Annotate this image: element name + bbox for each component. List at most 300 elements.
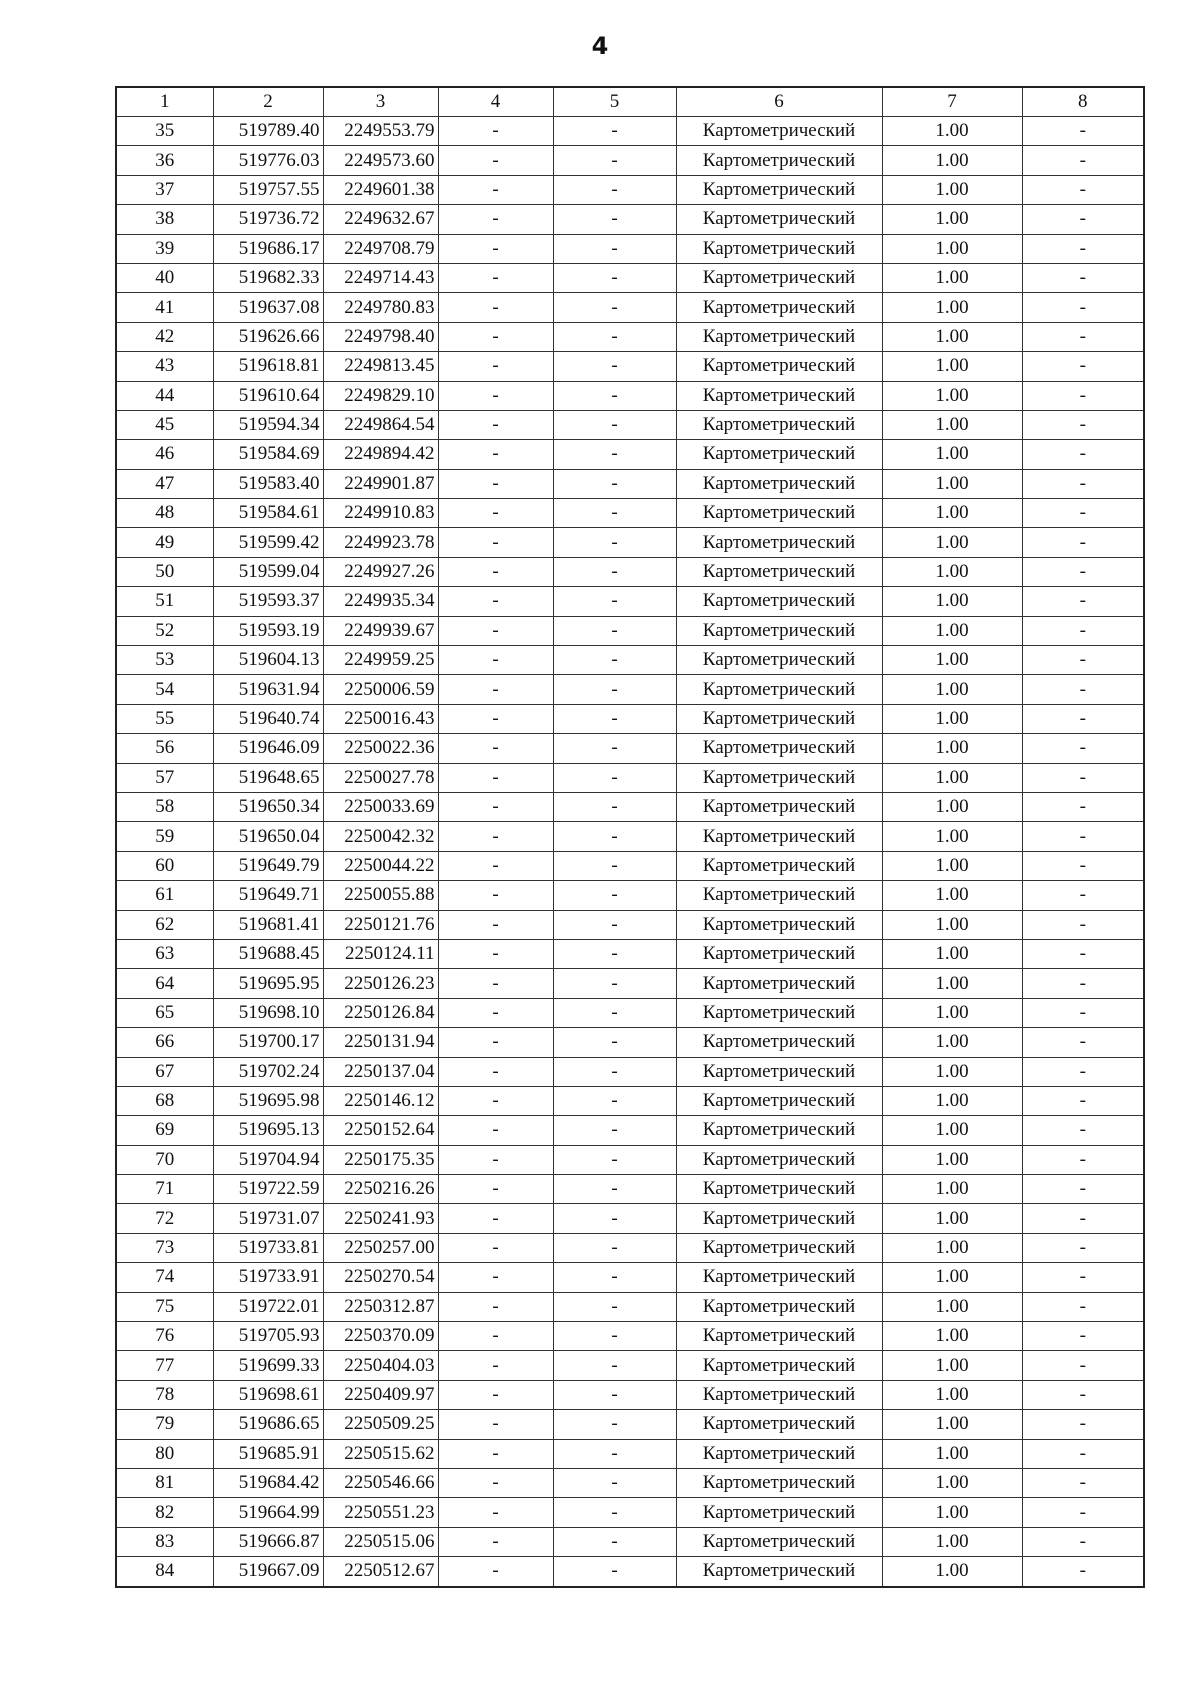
cell-point-number: 68: [116, 1086, 213, 1115]
cell-method: Картометрический: [676, 881, 882, 910]
table-row: [116, 528, 1144, 557]
table-row: [116, 381, 1144, 410]
table-row: [116, 205, 1144, 234]
cell-accuracy: 1.00: [882, 146, 1022, 175]
cell-point-number: 46: [116, 440, 213, 469]
cell-col-5: -: [553, 1263, 676, 1292]
cell-method: Картометрический: [676, 1380, 882, 1409]
table-body: [116, 117, 1144, 1587]
cell-coord-x: 519637.08: [213, 293, 323, 322]
cell-accuracy: 1.00: [882, 263, 1022, 292]
cell-coord-x: 519686.17: [213, 234, 323, 263]
cell-col-5: -: [553, 175, 676, 204]
cell-col-5: -: [553, 1145, 676, 1174]
cell-col-5: -: [553, 410, 676, 439]
table-row: [116, 352, 1144, 381]
cell-col-8: -: [1022, 234, 1144, 263]
cell-col-5: -: [553, 1233, 676, 1262]
cell-col-4: -: [438, 557, 553, 586]
table-row: [116, 322, 1144, 351]
cell-col-8: -: [1022, 1263, 1144, 1292]
cell-point-number: 51: [116, 587, 213, 616]
cell-point-number: 64: [116, 969, 213, 998]
cell-coord-x: 519695.13: [213, 1116, 323, 1145]
cell-accuracy: 1.00: [882, 1057, 1022, 1086]
cell-accuracy: 1.00: [882, 469, 1022, 498]
cell-point-number: 67: [116, 1057, 213, 1086]
cell-col-4: -: [438, 763, 553, 792]
cell-col-5: -: [553, 1439, 676, 1468]
cell-col-5: -: [553, 792, 676, 821]
column-header-7: 7: [882, 87, 1022, 117]
cell-method: Картометрический: [676, 322, 882, 351]
cell-coord-x: 519626.66: [213, 322, 323, 351]
cell-accuracy: 1.00: [882, 881, 1022, 910]
cell-col-8: -: [1022, 175, 1144, 204]
table-row: [116, 146, 1144, 175]
cell-col-5: -: [553, 1028, 676, 1057]
table-row: [116, 1351, 1144, 1380]
cell-accuracy: 1.00: [882, 1086, 1022, 1115]
cell-method: Картометрический: [676, 1527, 882, 1556]
page-number: 4: [591, 32, 609, 60]
cell-point-number: 82: [116, 1498, 213, 1527]
table-row: [116, 1322, 1144, 1351]
cell-method: Картометрический: [676, 704, 882, 733]
cell-col-4: -: [438, 1557, 553, 1587]
cell-point-number: 56: [116, 734, 213, 763]
cell-col-5: -: [553, 1175, 676, 1204]
cell-accuracy: 1.00: [882, 1028, 1022, 1057]
cell-point-number: 50: [116, 557, 213, 586]
cell-accuracy: 1.00: [882, 675, 1022, 704]
cell-point-number: 47: [116, 469, 213, 498]
cell-accuracy: 1.00: [882, 557, 1022, 586]
cell-col-4: -: [438, 1351, 553, 1380]
cell-col-4: -: [438, 1498, 553, 1527]
cell-coord-y: 2250126.23: [323, 969, 438, 998]
cell-col-8: -: [1022, 792, 1144, 821]
cell-accuracy: 1.00: [882, 822, 1022, 851]
cell-col-8: -: [1022, 969, 1144, 998]
cell-col-8: -: [1022, 322, 1144, 351]
cell-coord-x: 519650.34: [213, 792, 323, 821]
cell-accuracy: 1.00: [882, 1175, 1022, 1204]
cell-method: Картометрический: [676, 293, 882, 322]
cell-coord-y: 2250124.11: [323, 939, 438, 968]
cell-col-4: -: [438, 263, 553, 292]
cell-coord-x: 519733.91: [213, 1263, 323, 1292]
cell-coord-y: 2250512.67: [323, 1557, 438, 1587]
cell-coord-y: 2249935.34: [323, 587, 438, 616]
cell-coord-x: 519736.72: [213, 205, 323, 234]
cell-col-5: -: [553, 1468, 676, 1497]
cell-method: Картометрический: [676, 587, 882, 616]
cell-col-5: -: [553, 969, 676, 998]
cell-coord-y: 2249901.87: [323, 469, 438, 498]
cell-col-5: -: [553, 851, 676, 880]
cell-coord-y: 2250006.59: [323, 675, 438, 704]
cell-method: Картометрический: [676, 1292, 882, 1321]
cell-col-4: -: [438, 998, 553, 1027]
cell-accuracy: 1.00: [882, 1292, 1022, 1321]
cell-accuracy: 1.00: [882, 792, 1022, 821]
table-row: [116, 1086, 1144, 1115]
cell-method: Картометрический: [676, 469, 882, 498]
cell-col-4: -: [438, 822, 553, 851]
cell-col-8: -: [1022, 1116, 1144, 1145]
cell-method: Картометрический: [676, 646, 882, 675]
cell-col-5: -: [553, 881, 676, 910]
cell-coord-x: 519789.40: [213, 117, 323, 146]
cell-coord-x: 519640.74: [213, 704, 323, 733]
cell-col-8: -: [1022, 822, 1144, 851]
cell-coord-y: 2250551.23: [323, 1498, 438, 1527]
cell-coord-x: 519686.65: [213, 1410, 323, 1439]
table-row: [116, 1498, 1144, 1527]
cell-col-4: -: [438, 469, 553, 498]
cell-col-5: -: [553, 381, 676, 410]
cell-coord-x: 519666.87: [213, 1527, 323, 1556]
cell-method: Картометрический: [676, 117, 882, 146]
cell-point-number: 57: [116, 763, 213, 792]
cell-col-8: -: [1022, 587, 1144, 616]
table-row: [116, 1204, 1144, 1233]
table-row: [116, 410, 1144, 439]
cell-col-4: -: [438, 381, 553, 410]
cell-accuracy: 1.00: [882, 969, 1022, 998]
cell-col-8: -: [1022, 263, 1144, 292]
cell-method: Картометрический: [676, 352, 882, 381]
cell-coord-x: 519702.24: [213, 1057, 323, 1086]
cell-accuracy: 1.00: [882, 205, 1022, 234]
cell-col-4: -: [438, 410, 553, 439]
cell-col-4: -: [438, 734, 553, 763]
cell-col-5: -: [553, 117, 676, 146]
table-row: [116, 1380, 1144, 1409]
cell-method: Картометрический: [676, 381, 882, 410]
cell-method: Картометрический: [676, 734, 882, 763]
cell-col-8: -: [1022, 675, 1144, 704]
cell-method: Картометрический: [676, 851, 882, 880]
cell-col-8: -: [1022, 1322, 1144, 1351]
cell-accuracy: 1.00: [882, 939, 1022, 968]
cell-col-4: -: [438, 1233, 553, 1262]
cell-col-4: -: [438, 1175, 553, 1204]
cell-col-4: -: [438, 175, 553, 204]
cell-point-number: 36: [116, 146, 213, 175]
cell-col-4: -: [438, 704, 553, 733]
cell-point-number: 80: [116, 1439, 213, 1468]
cell-col-5: -: [553, 734, 676, 763]
cell-col-5: -: [553, 704, 676, 733]
cell-col-8: -: [1022, 469, 1144, 498]
cell-accuracy: 1.00: [882, 1380, 1022, 1409]
cell-col-4: -: [438, 646, 553, 675]
cell-col-5: -: [553, 1351, 676, 1380]
cell-coord-x: 519684.42: [213, 1468, 323, 1497]
table-row: [116, 1145, 1144, 1174]
cell-coord-y: 2250270.54: [323, 1263, 438, 1292]
cell-coord-x: 519757.55: [213, 175, 323, 204]
cell-col-5: -: [553, 1527, 676, 1556]
cell-coord-x: 519646.09: [213, 734, 323, 763]
table-row: [116, 499, 1144, 528]
cell-coord-x: 519584.61: [213, 499, 323, 528]
cell-method: Картометрический: [676, 675, 882, 704]
cell-col-8: -: [1022, 1410, 1144, 1439]
table-row: [116, 998, 1144, 1027]
cell-coord-y: 2250509.25: [323, 1410, 438, 1439]
cell-coord-x: 519599.04: [213, 557, 323, 586]
table-row: [116, 1028, 1144, 1057]
cell-col-5: -: [553, 557, 676, 586]
cell-col-8: -: [1022, 1057, 1144, 1086]
table-row: [116, 851, 1144, 880]
cell-col-5: -: [553, 322, 676, 351]
cell-point-number: 38: [116, 205, 213, 234]
cell-coord-y: 2249910.83: [323, 499, 438, 528]
table-row: [116, 293, 1144, 322]
cell-col-5: -: [553, 616, 676, 645]
table-row: [116, 587, 1144, 616]
table-row: [116, 1175, 1144, 1204]
column-header-5: 5: [553, 87, 676, 117]
cell-accuracy: 1.00: [882, 1410, 1022, 1439]
table-row: [116, 1557, 1144, 1587]
cell-coord-y: 2249601.38: [323, 175, 438, 204]
cell-point-number: 74: [116, 1263, 213, 1292]
cell-coord-x: 519650.04: [213, 822, 323, 851]
cell-coord-x: 519593.19: [213, 616, 323, 645]
cell-method: Картометрический: [676, 440, 882, 469]
cell-point-number: 37: [116, 175, 213, 204]
cell-coord-y: 2249829.10: [323, 381, 438, 410]
cell-col-4: -: [438, 1145, 553, 1174]
cell-col-8: -: [1022, 381, 1144, 410]
cell-col-8: -: [1022, 939, 1144, 968]
cell-method: Картометрический: [676, 528, 882, 557]
table-row: [116, 469, 1144, 498]
cell-col-5: -: [553, 1410, 676, 1439]
cell-col-8: -: [1022, 293, 1144, 322]
cell-method: Картометрический: [676, 1557, 882, 1587]
cell-col-8: -: [1022, 410, 1144, 439]
cell-coord-x: 519648.65: [213, 763, 323, 792]
cell-coord-x: 519664.99: [213, 1498, 323, 1527]
cell-coord-y: 2249714.43: [323, 263, 438, 292]
cell-accuracy: 1.00: [882, 1322, 1022, 1351]
cell-point-number: 77: [116, 1351, 213, 1380]
cell-coord-x: 519594.34: [213, 410, 323, 439]
cell-point-number: 43: [116, 352, 213, 381]
cell-accuracy: 1.00: [882, 998, 1022, 1027]
table-row: [116, 557, 1144, 586]
cell-accuracy: 1.00: [882, 1233, 1022, 1262]
cell-point-number: 65: [116, 998, 213, 1027]
cell-point-number: 40: [116, 263, 213, 292]
cell-col-8: -: [1022, 205, 1144, 234]
cell-point-number: 73: [116, 1233, 213, 1262]
cell-coord-x: 519618.81: [213, 352, 323, 381]
cell-coord-y: 2250033.69: [323, 792, 438, 821]
cell-col-4: -: [438, 939, 553, 968]
cell-col-8: -: [1022, 117, 1144, 146]
table-row: [116, 1468, 1144, 1497]
cell-coord-y: 2250515.62: [323, 1439, 438, 1468]
cell-accuracy: 1.00: [882, 410, 1022, 439]
cell-accuracy: 1.00: [882, 763, 1022, 792]
cell-method: Картометрический: [676, 499, 882, 528]
cell-accuracy: 1.00: [882, 734, 1022, 763]
table-row: [116, 1057, 1144, 1086]
cell-accuracy: 1.00: [882, 1145, 1022, 1174]
cell-point-number: 39: [116, 234, 213, 263]
cell-coord-x: 519704.94: [213, 1145, 323, 1174]
cell-col-4: -: [438, 1028, 553, 1057]
cell-accuracy: 1.00: [882, 1557, 1022, 1587]
cell-col-8: -: [1022, 146, 1144, 175]
cell-coord-x: 519776.03: [213, 146, 323, 175]
table-row: [116, 1410, 1144, 1439]
cell-col-5: -: [553, 293, 676, 322]
cell-point-number: 78: [116, 1380, 213, 1409]
cell-coord-y: 2250131.94: [323, 1028, 438, 1057]
cell-coord-y: 2249959.25: [323, 646, 438, 675]
cell-method: Картометрический: [676, 1498, 882, 1527]
table-row: [116, 734, 1144, 763]
cell-point-number: 41: [116, 293, 213, 322]
cell-coord-x: 519649.71: [213, 881, 323, 910]
cell-method: Картометрический: [676, 1057, 882, 1086]
table-row: [116, 822, 1144, 851]
cell-accuracy: 1.00: [882, 1498, 1022, 1527]
cell-col-4: -: [438, 1292, 553, 1321]
cell-accuracy: 1.00: [882, 1263, 1022, 1292]
cell-coord-y: 2250409.97: [323, 1380, 438, 1409]
cell-col-4: -: [438, 792, 553, 821]
cell-col-4: -: [438, 1322, 553, 1351]
cell-coord-y: 2250137.04: [323, 1057, 438, 1086]
cell-method: Картометрический: [676, 1028, 882, 1057]
cell-accuracy: 1.00: [882, 646, 1022, 675]
cell-method: Картометрический: [676, 1233, 882, 1262]
cell-col-5: -: [553, 1057, 676, 1086]
cell-col-4: -: [438, 1116, 553, 1145]
cell-col-4: -: [438, 1263, 553, 1292]
cell-method: Картометрический: [676, 822, 882, 851]
table-row: [116, 1233, 1144, 1262]
cell-point-number: 63: [116, 939, 213, 968]
cell-col-8: -: [1022, 1468, 1144, 1497]
cell-coord-y: 2250216.26: [323, 1175, 438, 1204]
cell-col-4: -: [438, 616, 553, 645]
cell-col-8: -: [1022, 881, 1144, 910]
cell-col-4: -: [438, 234, 553, 263]
cell-method: Картометрический: [676, 1145, 882, 1174]
table-row: [116, 440, 1144, 469]
cell-col-5: -: [553, 939, 676, 968]
table-row: [116, 763, 1144, 792]
cell-accuracy: 1.00: [882, 910, 1022, 939]
cell-coord-y: 2250022.36: [323, 734, 438, 763]
cell-col-5: -: [553, 146, 676, 175]
cell-method: Картометрический: [676, 763, 882, 792]
table-row: [116, 1439, 1144, 1468]
cell-col-8: -: [1022, 352, 1144, 381]
cell-accuracy: 1.00: [882, 234, 1022, 263]
cell-col-4: -: [438, 675, 553, 704]
cell-point-number: 62: [116, 910, 213, 939]
cell-col-8: -: [1022, 1380, 1144, 1409]
table-row: [116, 792, 1144, 821]
cell-point-number: 35: [116, 117, 213, 146]
cell-method: Картометрический: [676, 910, 882, 939]
cell-col-5: -: [553, 352, 676, 381]
cell-point-number: 58: [116, 792, 213, 821]
cell-coord-y: 2250126.84: [323, 998, 438, 1027]
cell-accuracy: 1.00: [882, 587, 1022, 616]
cell-coord-x: 519695.98: [213, 1086, 323, 1115]
cell-col-4: -: [438, 881, 553, 910]
cell-col-8: -: [1022, 528, 1144, 557]
cell-coord-x: 519649.79: [213, 851, 323, 880]
cell-accuracy: 1.00: [882, 1468, 1022, 1497]
column-header-8: 8: [1022, 87, 1144, 117]
cell-col-8: -: [1022, 734, 1144, 763]
cell-method: Картометрический: [676, 557, 882, 586]
cell-col-8: -: [1022, 499, 1144, 528]
cell-point-number: 45: [116, 410, 213, 439]
cell-point-number: 81: [116, 1468, 213, 1497]
cell-col-8: -: [1022, 763, 1144, 792]
cell-col-8: -: [1022, 1292, 1144, 1321]
cell-point-number: 76: [116, 1322, 213, 1351]
cell-col-8: -: [1022, 440, 1144, 469]
cell-coord-y: 2250257.00: [323, 1233, 438, 1262]
cell-coord-x: 519584.69: [213, 440, 323, 469]
cell-col-4: -: [438, 293, 553, 322]
cell-col-4: -: [438, 1086, 553, 1115]
cell-coord-y: 2250121.76: [323, 910, 438, 939]
cell-col-8: -: [1022, 616, 1144, 645]
cell-col-5: -: [553, 675, 676, 704]
cell-col-4: -: [438, 146, 553, 175]
cell-coord-x: 519705.93: [213, 1322, 323, 1351]
table-row: [116, 1292, 1144, 1321]
cell-col-4: -: [438, 440, 553, 469]
table-row: [116, 117, 1144, 146]
cell-method: Картометрический: [676, 998, 882, 1027]
cell-col-5: -: [553, 1116, 676, 1145]
cell-col-8: -: [1022, 1351, 1144, 1380]
cell-col-5: -: [553, 998, 676, 1027]
cell-coord-x: 519698.10: [213, 998, 323, 1027]
cell-method: Картометрический: [676, 1468, 882, 1497]
coordinates-table: [115, 86, 1145, 1588]
cell-coord-x: 519599.42: [213, 528, 323, 557]
cell-coord-y: 2249864.54: [323, 410, 438, 439]
cell-col-4: -: [438, 851, 553, 880]
cell-col-5: -: [553, 1380, 676, 1409]
cell-coord-y: 2250044.22: [323, 851, 438, 880]
cell-col-5: -: [553, 1292, 676, 1321]
cell-col-4: -: [438, 322, 553, 351]
cell-col-8: -: [1022, 646, 1144, 675]
cell-col-5: -: [553, 263, 676, 292]
cell-coord-y: 2249573.60: [323, 146, 438, 175]
cell-accuracy: 1.00: [882, 1439, 1022, 1468]
